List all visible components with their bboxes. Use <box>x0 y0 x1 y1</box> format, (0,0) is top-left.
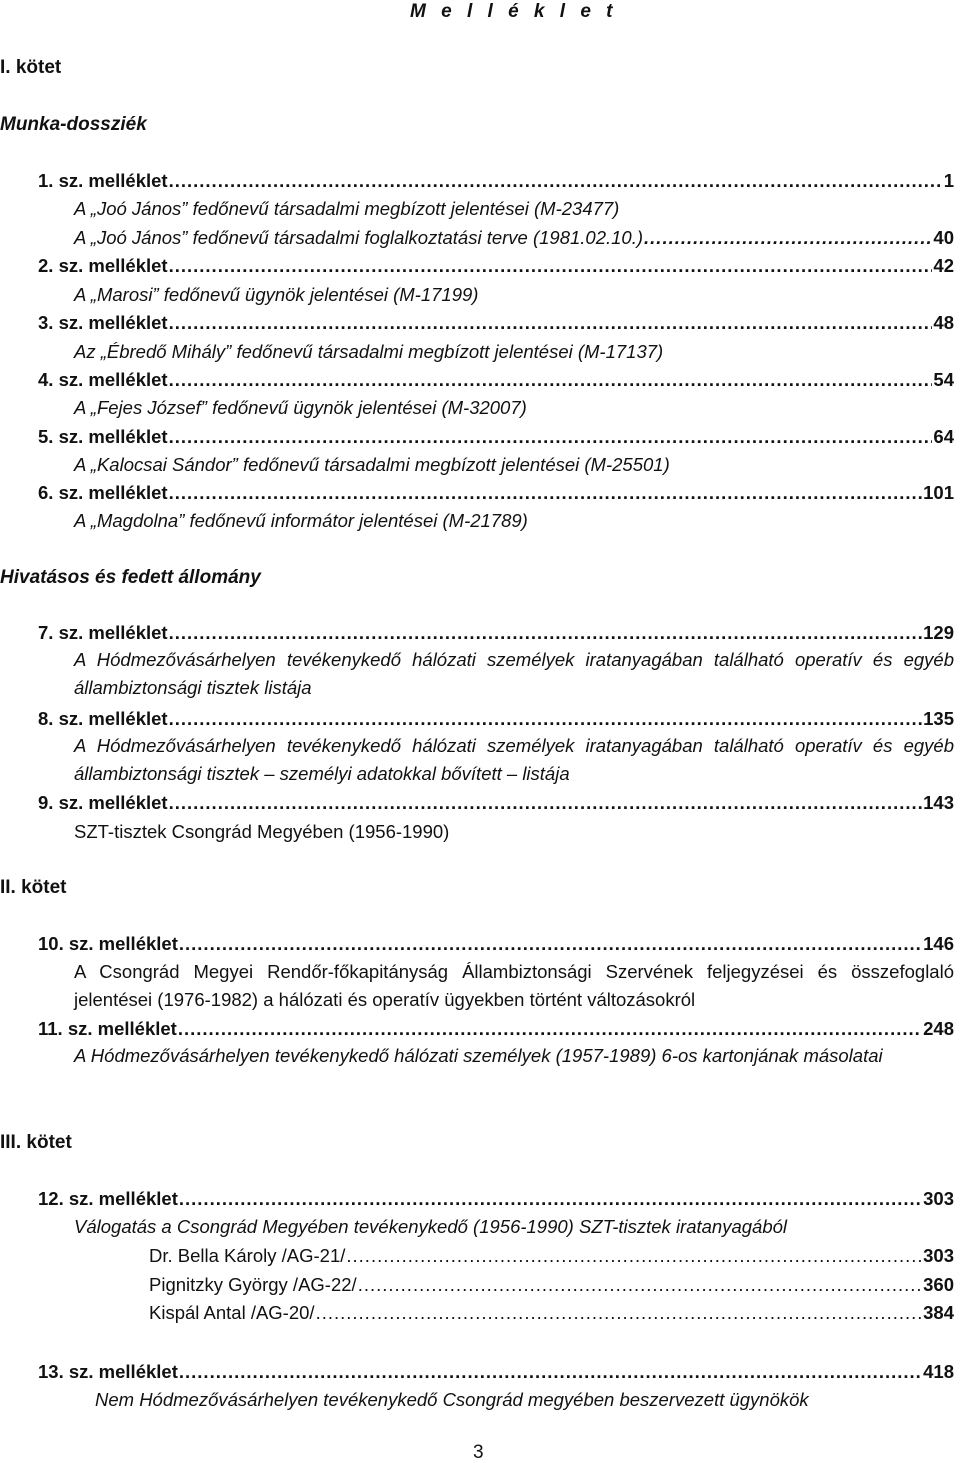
entry-description: A „Kalocsai Sándor” fedőnevű társadalmi megbízott jelentései (M-25501) <box>74 454 670 475</box>
volume-heading: I. kötet <box>0 57 62 78</box>
entry-label: 8. sz. melléklet <box>38 708 168 729</box>
toc-entry <box>38 257 954 276</box>
leader-dots <box>169 794 923 813</box>
toc-entry <box>38 484 954 503</box>
entry-description: A Csongrád Megyei Rendőr-főkapitányság Állambiztonsági Szervének feljegyzései és összefoglaló jelentései (1976-1982) a hálózati és operatív ügyekben történt változásokról <box>74 961 954 1010</box>
toc-entry <box>38 624 954 643</box>
toc-entry <box>38 1020 954 1039</box>
entry-label: 5. sz. melléklet <box>38 426 168 447</box>
leader-dots <box>179 935 922 954</box>
toc-entry <box>38 794 954 813</box>
entry-page: 248 <box>923 1018 954 1039</box>
toc-entry <box>38 428 954 447</box>
entry-label: 12. sz. melléklet <box>38 1188 178 1209</box>
entry-description: Az „Ébredő Mihály” fedőnevű társadalmi megbízott jelentései (M-17137) <box>74 341 664 362</box>
subentry-page: 303 <box>923 1245 954 1266</box>
entry-label: 10. sz. melléklet <box>38 933 178 954</box>
leader-dots <box>644 229 932 248</box>
page-title: M e l l é k l e t <box>410 1 618 22</box>
entry-label: 13. sz. melléklet <box>38 1361 178 1382</box>
entry-label: 1. sz. melléklet <box>38 170 168 191</box>
entry-page: 129 <box>923 622 954 643</box>
entry-page: 48 <box>933 312 954 333</box>
entry-page: 101 <box>923 482 954 503</box>
page-number: 3 <box>473 1442 484 1463</box>
entry-label: 11. sz. melléklet <box>38 1018 177 1039</box>
toc-subentry <box>149 1247 954 1266</box>
toc-entry <box>38 710 954 729</box>
entry-description: A Hódmezővásárhelyen tevékenykedő hálózati személyek iratanyagában található operatív és egyéb állambiztonsági tisztek listája <box>74 649 954 698</box>
toc-entry <box>38 935 954 954</box>
entry-description: Válogatás a Csongrád Megyében tevékenykedő (1956-1990) SZT-tisztek iratanyagából <box>74 1216 788 1237</box>
entry-label: 2. sz. melléklet <box>38 255 168 276</box>
leader-dots <box>346 1247 922 1266</box>
volume-heading: II. kötet <box>0 877 67 898</box>
toc-subline <box>74 229 954 248</box>
entry-description: A „Joó János” fedőnevű társadalmi megbízott jelentései (M-23477) <box>74 198 620 219</box>
leader-dots <box>316 1304 923 1323</box>
entry-page: 42 <box>933 255 954 276</box>
leader-dots <box>169 484 923 503</box>
toc-entry <box>38 371 954 390</box>
entry-label: 7. sz. melléklet <box>38 622 168 643</box>
leader-dots <box>178 1020 922 1039</box>
entry-description: SZT-tisztek Csongrád Megyében (1956-1990) <box>74 821 450 842</box>
section-heading: Munka-dossziék <box>0 114 147 135</box>
entry-label: 6. sz. melléklet <box>38 482 168 503</box>
entry-description: A Hódmezővásárhelyen tevékenykedő hálózati személyek iratanyagában található operatív és egyéb állambiztonsági tisztek – személyi adatokkal bővített – listája <box>74 735 954 784</box>
entry-label: 9. sz. melléklet <box>38 792 168 813</box>
leader-dots <box>358 1276 922 1295</box>
entry-description: A „Joó János” fedőnevű társadalmi foglalkoztatási terve (1981.02.10.) <box>74 227 644 248</box>
toc-entry <box>38 1190 954 1209</box>
leader-dots <box>169 257 933 276</box>
toc-entry <box>38 314 954 333</box>
entry-page: 135 <box>923 708 954 729</box>
subentry-page: 360 <box>923 1274 954 1295</box>
entry-page: 146 <box>923 933 954 954</box>
entry-page: 303 <box>923 1188 954 1209</box>
entry-page: 40 <box>933 227 954 248</box>
entry-label: 4. sz. melléklet <box>38 369 168 390</box>
subentry-label: Pignitzky György /AG-22/ <box>149 1274 357 1295</box>
toc-subentry <box>149 1276 954 1295</box>
leader-dots <box>169 710 923 729</box>
section-heading: Hivatásos és fedett állomány <box>0 567 261 588</box>
toc-entry <box>38 172 954 191</box>
volume-heading: III. kötet <box>0 1132 72 1153</box>
entry-description: Nem Hódmezővásárhelyen tevékenykedő Csongrád megyében beszervezett ügynökök <box>95 1389 809 1410</box>
leader-dots <box>179 1363 922 1382</box>
entry-description: A „Marosi” fedőnevű ügynök jelentései (M-17199) <box>74 284 479 305</box>
entry-page: 64 <box>933 426 954 447</box>
entry-label: 3. sz. melléklet <box>38 312 168 333</box>
leader-dots <box>179 1190 922 1209</box>
entry-page: 1 <box>943 170 954 191</box>
entry-description: A „Magdolna” fedőnevű informátor jelentései (M-21789) <box>74 510 528 531</box>
entry-page: 54 <box>933 369 954 390</box>
leader-dots <box>169 624 923 643</box>
toc-entry <box>38 1363 954 1382</box>
subentry-label: Kispál Antal /AG-20/ <box>149 1302 315 1323</box>
entry-description: A „Fejes József” fedőnevű ügynök jelentései (M-32007) <box>74 397 527 418</box>
entry-page: 143 <box>923 792 954 813</box>
subentry-page: 384 <box>923 1302 954 1323</box>
entry-page: 418 <box>923 1361 954 1382</box>
subentry-label: Dr. Bella Károly /AG-21/ <box>149 1245 346 1266</box>
leader-dots <box>169 428 933 447</box>
leader-dots <box>169 172 943 191</box>
leader-dots <box>169 371 933 390</box>
entry-description: A Hódmezővásárhelyen tevékenykedő hálózati személyek (1957-1989) 6-os kartonjának másolatai <box>74 1045 883 1066</box>
toc-subentry <box>149 1304 954 1323</box>
leader-dots <box>169 314 933 333</box>
